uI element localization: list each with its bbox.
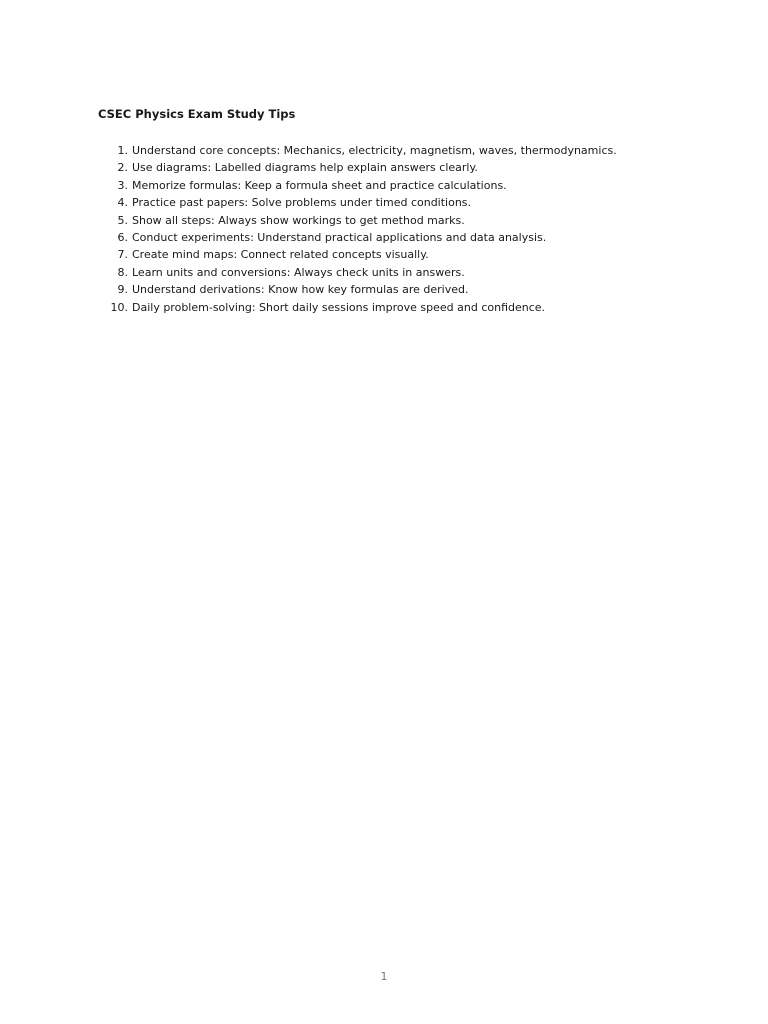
list-item [98,264,617,281]
list-item-text: Understand core concepts: Mechanics, electricity, magnetism, waves, thermodynamics. [132,144,617,157]
list-item [98,229,617,246]
list-item-number: 8. [117,265,128,279]
list-item-text: Learn units and conversions: Always check units in answers. [132,265,465,279]
list-item [98,177,617,194]
list-item [98,142,617,159]
list-item-text: Conduct experiments: Understand practical applications and data analysis. [132,231,547,245]
list-item-number: 2. [117,161,128,175]
list-item [98,246,617,263]
list-item-text: Use diagrams: Labelled diagrams help explain answers clearly. [132,161,478,175]
list-item [98,212,617,229]
study-tips-list [98,142,617,316]
list-item-number: 4. [117,196,128,210]
list-item-number: 1. [117,144,128,157]
document-title: CSEC Physics Exam Study Tips [98,107,296,121]
list-item [98,281,617,298]
list-item-number: 10. [110,300,128,314]
list-item-text: Practice past papers: Solve problems under timed conditions. [132,196,472,210]
list-item-text: Show all steps: Always show workings to get method marks. [132,213,465,227]
list-item-number: 3. [117,178,128,192]
list-item-number: 6. [117,231,128,245]
list-item-text: Understand derivations: Know how key formulas are derived. [132,283,469,297]
list-item-text: Memorize formulas: Keep a formula sheet and practice calculations. [132,178,507,192]
list-item [98,194,617,211]
list-item-number: 7. [117,248,128,262]
list-item-text: Daily problem-solving: Short daily sessions improve speed and confidence. [132,300,546,314]
page-number: 1 [380,970,388,983]
list-item [98,299,617,316]
list-item-number: 9. [117,283,128,297]
list-item-number: 5. [117,213,128,227]
list-item-text: Create mind maps: Connect related concepts visually. [132,248,429,262]
list-item [98,159,617,176]
